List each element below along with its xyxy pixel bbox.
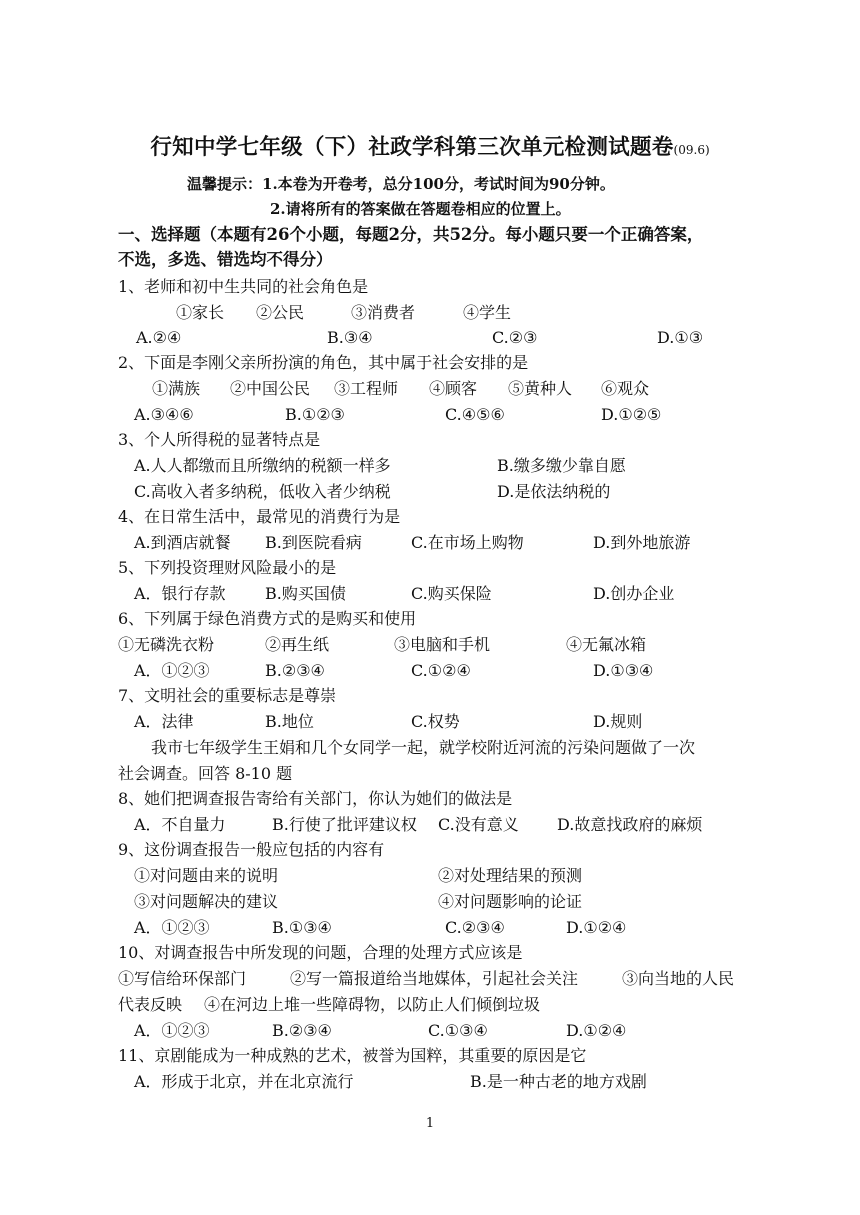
question-11-stem: 11、京剧能成为一种成熟的艺术，被誉为国粹，其重要的原因是它 xyxy=(118,1046,587,1065)
q2-item: ⑤黄种人 xyxy=(508,379,573,398)
q2-option: C.④⑤⑥ xyxy=(445,405,505,424)
question-3-stem: 3、个人所得税的显著特点是 xyxy=(118,430,321,449)
title-text: 行知中学七年级（下）社政学科第三次单元检测试题卷 xyxy=(150,135,674,160)
q9-item: ④对问题影响的论证 xyxy=(438,892,583,911)
q7-option: D.规则 xyxy=(593,712,643,731)
q4-option: C.在市场上购物 xyxy=(411,533,524,552)
q5-option: A．银行存款 xyxy=(134,584,226,603)
q9-option: B.①③④ xyxy=(272,918,332,937)
q5-option: D.创办企业 xyxy=(593,584,675,603)
q6-option: D.①③④ xyxy=(593,661,654,680)
question-8-stem: 8、她们把调查报告寄给有关部门，你认为她们的做法是 xyxy=(118,789,513,808)
question-9-stem: 9、这份调查报告一般应包括的内容有 xyxy=(118,840,385,859)
q1-option: A.②④ xyxy=(136,328,182,347)
section-heading-cont: 不选，多选、错选均不得分） xyxy=(118,250,333,269)
q6-item: ③电脑和手机 xyxy=(394,635,491,654)
question-2-stem: 2、下面是李刚父亲所扮演的角色，其中属于社会安排的是 xyxy=(118,353,529,372)
q2-option: D.①②⑤ xyxy=(601,405,662,424)
q5-option: B.购买国债 xyxy=(265,584,346,603)
q7-option: C.权势 xyxy=(411,712,460,731)
q10-option: B.②③④ xyxy=(272,1021,332,1040)
question-5-stem: 5、下列投资理财风险最小的是 xyxy=(118,558,337,577)
q1-option: B.③④ xyxy=(327,328,373,347)
q1-item: ④学生 xyxy=(463,303,512,322)
q4-option: B.到医院看病 xyxy=(265,533,362,552)
q7-option: A．法律 xyxy=(134,712,194,731)
q2-item: ④顾客 xyxy=(429,379,478,398)
q2-option: A.③④⑥ xyxy=(134,405,194,424)
tip-line-2: 2.请将所有的答案做在答题卷相应的位置上。 xyxy=(270,200,571,218)
q7-option: B.地位 xyxy=(265,712,314,731)
page-number: 1 xyxy=(425,1116,435,1131)
q10-item: 代表反映 xyxy=(118,995,183,1014)
q6-item: ②再生纸 xyxy=(265,635,330,654)
q6-option: C.①②④ xyxy=(411,661,471,680)
q3-option: A.人人都缴而且所缴纳的税额一样多 xyxy=(134,456,391,475)
q2-option: B.①②③ xyxy=(285,405,345,424)
q8-option: D.故意找政府的麻烦 xyxy=(557,815,703,834)
q10-item: ①写信给环保部门 xyxy=(118,969,247,988)
question-4-stem: 4、在日常生活中，最常见的消费行为是 xyxy=(118,507,401,526)
q4-option: A.到酒店就餐 xyxy=(134,533,231,552)
section-heading: 一、选择题（本题有26个小题，每题2分，共52分。每小题只要一个正确答案， xyxy=(118,225,704,244)
q2-item: ③工程师 xyxy=(334,379,399,398)
q8-option: B.行使了批评建议权 xyxy=(272,815,417,834)
q2-item: ①满族 xyxy=(152,379,201,398)
q9-option: D.①②④ xyxy=(566,918,627,937)
q10-option: A．①②③ xyxy=(134,1021,210,1040)
q5-option: C.购买保险 xyxy=(411,584,492,603)
q1-option: D.①③ xyxy=(657,328,704,347)
q1-item: ①家长 xyxy=(176,303,225,322)
q10-item: ②写一篇报道给当地媒体，引起社会关注 xyxy=(290,969,579,988)
q4-option: D.到外地旅游 xyxy=(593,533,691,552)
q10-item: ④在河边上堆一些障碍物，以防止人们倾倒垃圾 xyxy=(204,995,541,1014)
q9-option: C.②③④ xyxy=(445,918,505,937)
q1-option: C.②③ xyxy=(492,328,538,347)
q8-option: A．不自量力 xyxy=(134,815,226,834)
q6-option: B.②③④ xyxy=(265,661,325,680)
q9-item: ②对处理结果的预测 xyxy=(438,866,583,885)
question-7-stem: 7、文明社会的重要标志是尊崇 xyxy=(118,686,337,705)
q6-item: ④无氟冰箱 xyxy=(566,635,647,654)
question-10-stem: 10、对调查报告中所发现的问题，合理的处理方式应该是 xyxy=(118,943,523,962)
q2-item: ②中国公民 xyxy=(230,379,311,398)
q11-option: A．形成于北京，并在北京流行 xyxy=(134,1072,354,1091)
q6-option: A．①②③ xyxy=(134,661,210,680)
passage-line-2: 社会调查。回答 8-10 题 xyxy=(118,764,293,783)
tip-line-1: 温馨提示：1.本卷为开卷考，总分100分，考试时间为90分钟。 xyxy=(187,175,615,193)
q9-option: A．①②③ xyxy=(134,918,210,937)
q9-item: ③对问题解决的建议 xyxy=(134,892,279,911)
q6-item: ①无磷洗衣粉 xyxy=(118,635,215,654)
title-date: (09.6) xyxy=(673,143,710,157)
q3-option: B.缴多缴少靠自愿 xyxy=(497,456,626,475)
q1-item: ③消费者 xyxy=(351,303,416,322)
q9-item: ①对问题由来的说明 xyxy=(134,866,279,885)
q2-item: ⑥观众 xyxy=(601,379,650,398)
question-1-stem: 1、老师和初中生共同的社会角色是 xyxy=(118,277,369,296)
passage-line-1: 我市七年级学生王娟和几个女同学一起，就学校附近河流的污染问题做了一次 xyxy=(151,738,696,757)
q10-option: D.①②④ xyxy=(566,1021,627,1040)
q10-item: ③向当地的人民 xyxy=(622,969,735,988)
q3-option: C.高收入者多纳税，低收入者少纳税 xyxy=(134,482,391,501)
question-6-stem: 6、下列属于绿色消费方式的是购买和使用 xyxy=(118,609,417,628)
q8-option: C.没有意义 xyxy=(438,815,519,834)
q10-option: C.①③④ xyxy=(428,1021,488,1040)
q1-item: ②公民 xyxy=(256,303,305,322)
q11-option: B.是一种古老的地方戏剧 xyxy=(470,1072,647,1091)
exam-title xyxy=(0,130,860,161)
q3-option: D.是依法纳税的 xyxy=(497,482,611,501)
